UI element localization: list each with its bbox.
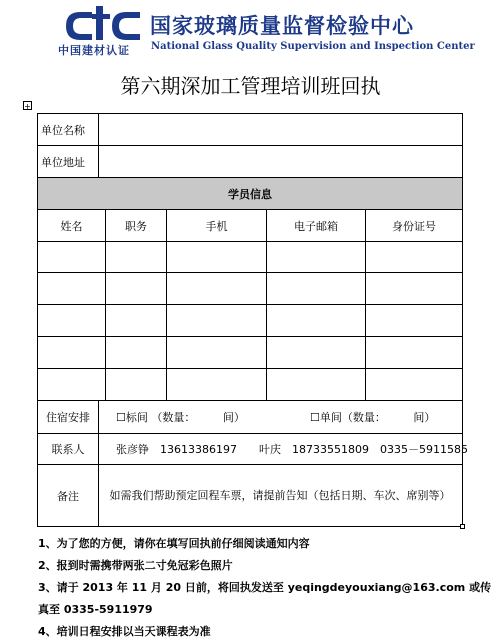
table-row[interactable] xyxy=(38,273,462,304)
unit-name-field[interactable] xyxy=(99,114,462,145)
column-header-id-number: 身份证号 xyxy=(392,219,436,233)
notes-list xyxy=(38,533,492,643)
column-header-email: 电子邮箱 xyxy=(294,219,338,233)
receipt-form-table xyxy=(37,113,468,527)
table-row[interactable] xyxy=(38,242,462,272)
section-header-students: 学员信息 xyxy=(228,187,272,201)
contact-info: 张彦铮 13613386197 叶庆 18733551809 0335－5911585 xyxy=(116,443,468,456)
table-row[interactable] xyxy=(38,305,462,336)
list-item: 1、为了您的方便，请你在填写回执前仔细阅读通知内容 xyxy=(38,537,310,550)
logo-subtitle: 中国建材认证 xyxy=(58,44,130,57)
column-header-position: 职务 xyxy=(125,219,147,233)
header xyxy=(58,6,475,58)
lodging-label: 住宿安排 xyxy=(46,411,90,424)
document-title: 第六期深加工管理培训班回执 xyxy=(120,74,381,98)
lodging-single-option[interactable]: ☐单间（数量： 间） xyxy=(310,411,436,424)
lodging-standard-option[interactable]: ☐标间 （数量： 间） xyxy=(116,411,245,424)
remark-text: 如需我们帮助预定回程车票，请提前告知（包括日期、车次、席别等） xyxy=(109,488,451,502)
list-item: 4、培训日程安排以当天课程表为准 xyxy=(38,625,211,638)
org-name-cn: 国家玻璃质量监督检验中心 xyxy=(150,14,414,38)
list-item: 真至 0335-5911979 xyxy=(38,603,153,616)
ctc-logo-icon xyxy=(64,6,144,44)
table-row[interactable] xyxy=(38,369,462,400)
unit-address-label: 单位地址 xyxy=(41,155,85,169)
unit-name-label: 单位名称 xyxy=(41,123,85,137)
table-move-handle-icon[interactable]: + xyxy=(24,102,31,111)
list-item: 2、报到时需携带两张二寸免冠彩色照片 xyxy=(38,559,233,572)
contact-label: 联系人 xyxy=(51,443,85,456)
remark-label: 备注 xyxy=(57,489,79,503)
org-name-en: National Glass Quality Supervision and Inspection Center xyxy=(151,41,475,52)
column-header-name: 姓名 xyxy=(60,219,83,233)
unit-address-field[interactable] xyxy=(99,146,462,177)
table-row[interactable] xyxy=(38,337,462,368)
column-header-mobile: 手机 xyxy=(205,219,228,233)
list-item: 3、请于 2013 年 11 月 20 日前，将回执发送至 yeqingdeyouxiang@163.com 或传 xyxy=(38,581,492,594)
table-resize-handle-icon[interactable] xyxy=(460,524,465,529)
